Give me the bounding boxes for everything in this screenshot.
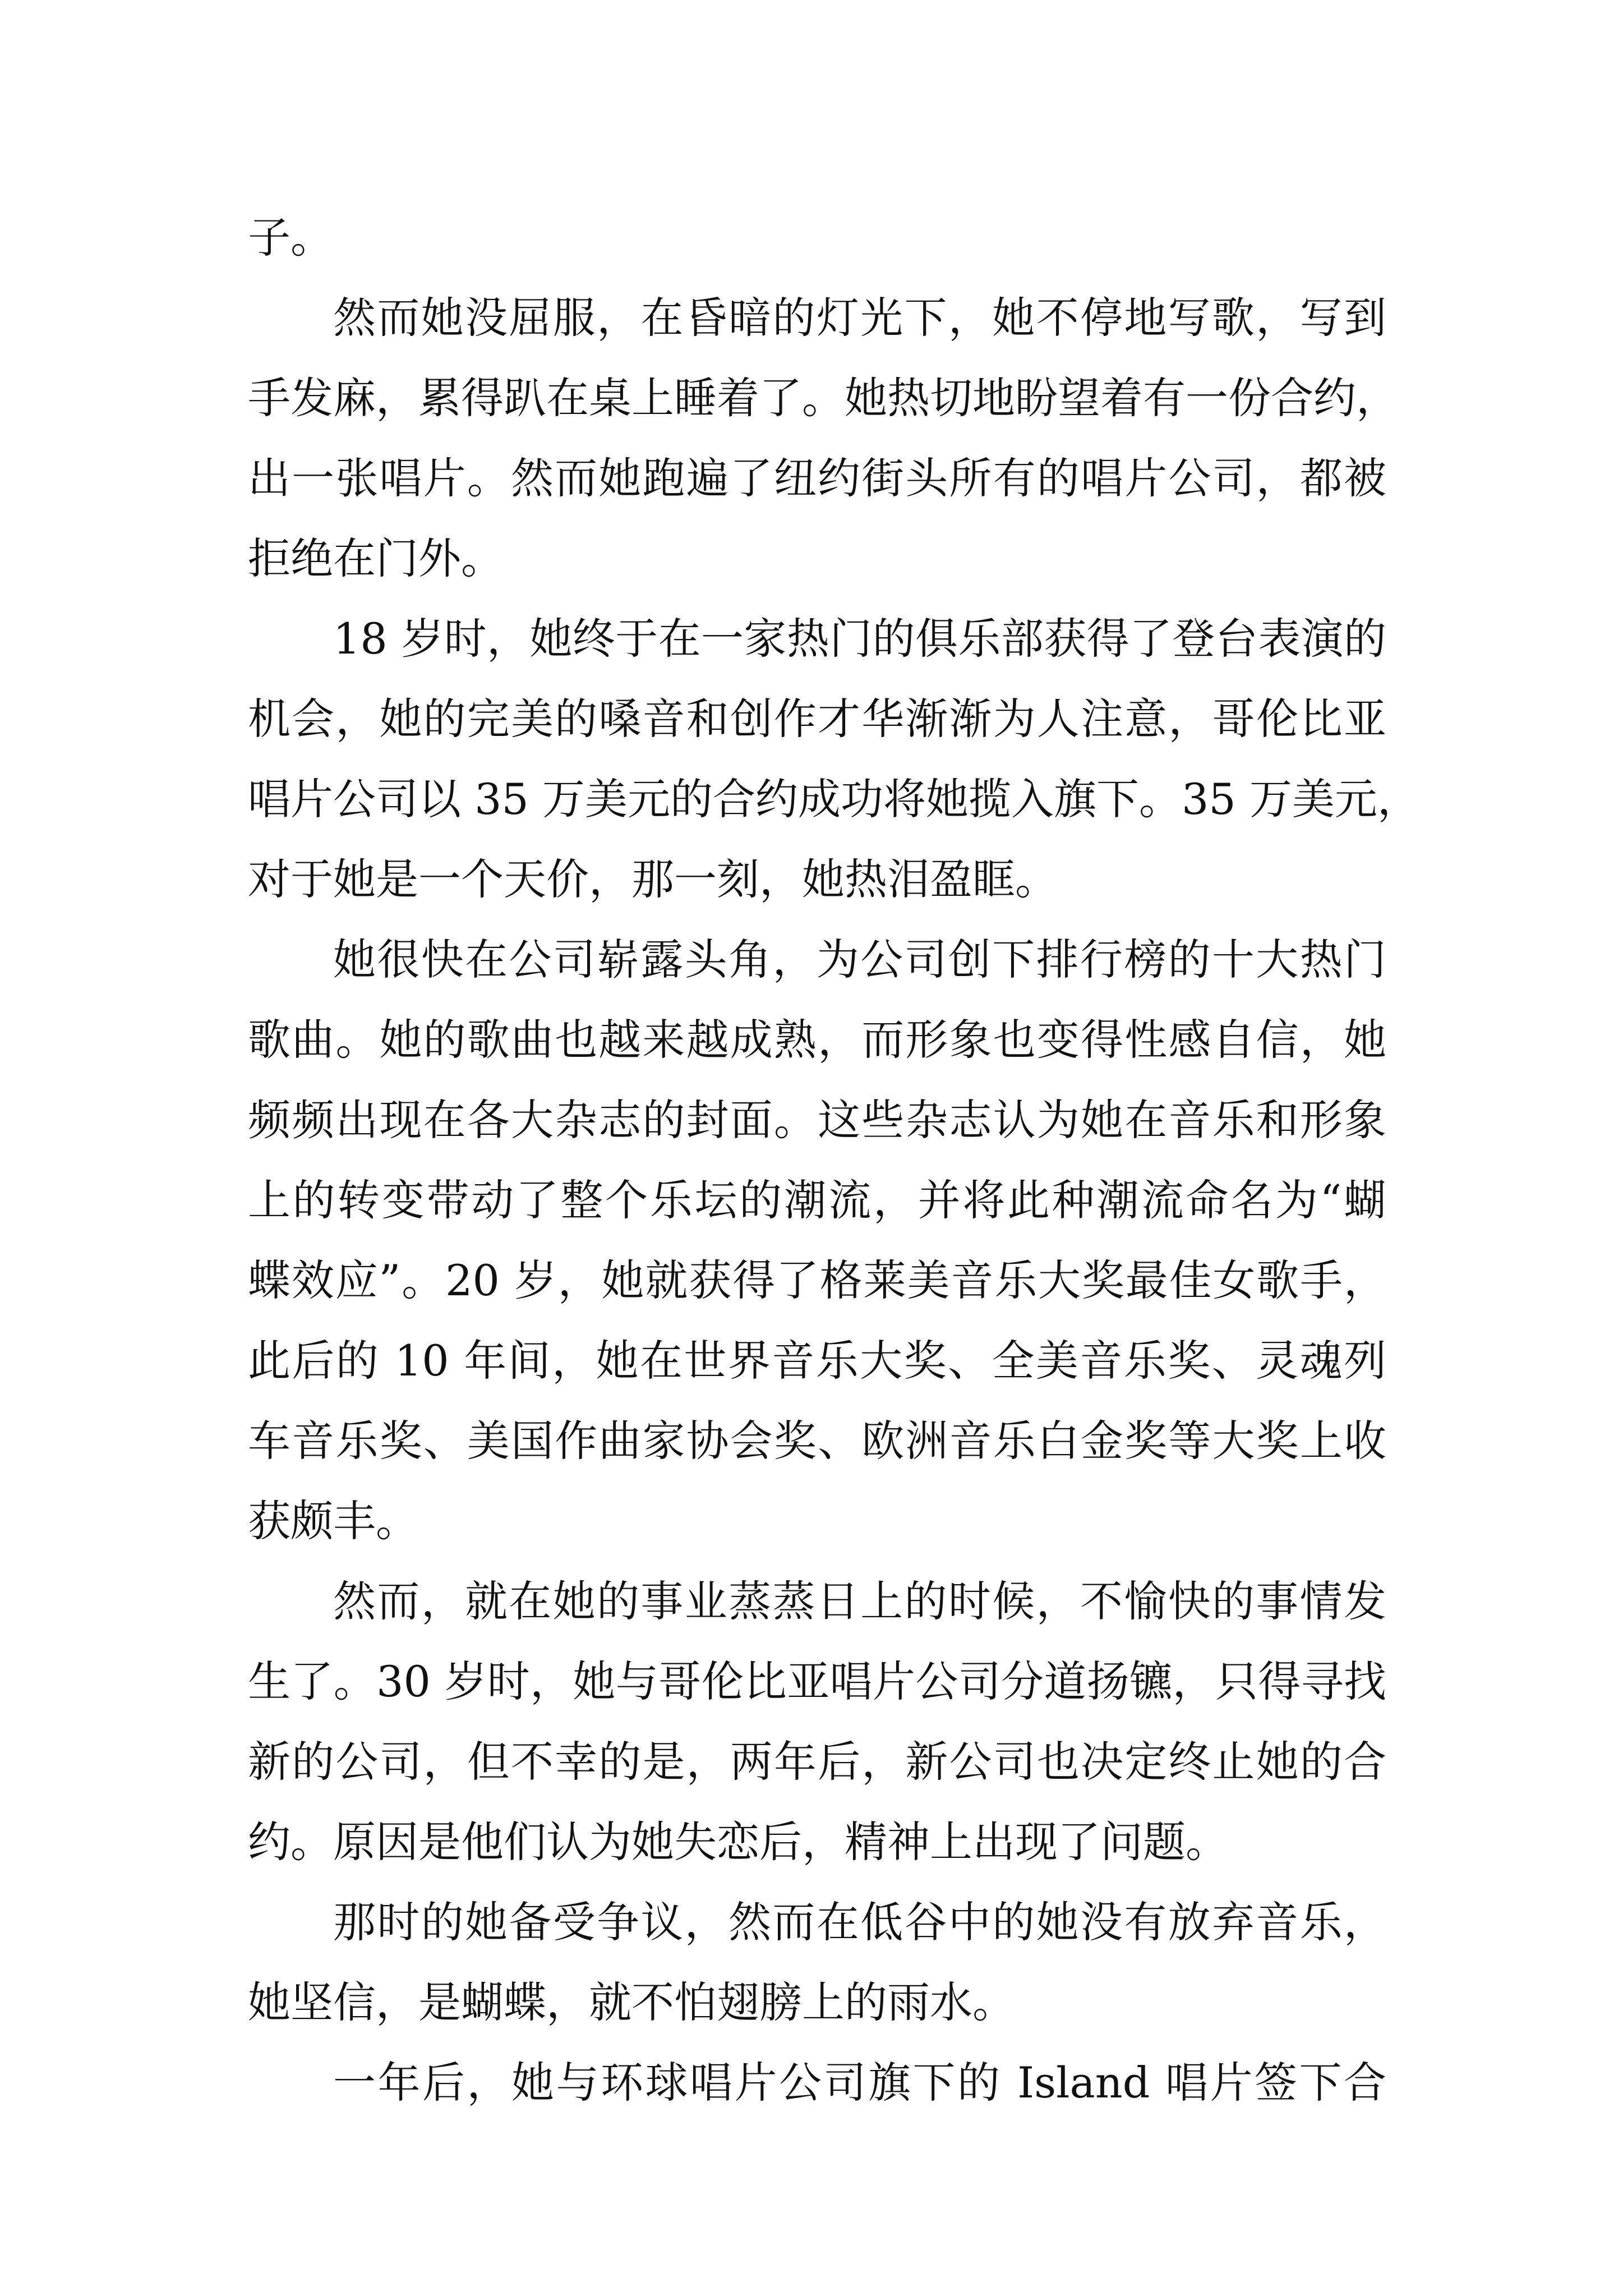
text-line: 上的转变带动了整个乐坛的潮流，并将此种潮流命名为“蝴	[248, 1175, 1386, 1225]
body-text	[248, 197, 1420, 2123]
text-line: 此后的 10 年间，她在世界音乐大奖、全美音乐奖、灵魂列	[248, 1336, 1386, 1386]
text-line: 蝶效应”。20 岁，她就获得了格莱美音乐大奖最佳女歌手，	[248, 1255, 1386, 1305]
text-line: 她坚信，是蝴蝶，就不怕翅膀上的雨水。	[248, 1977, 1015, 2027]
text-line: 那时的她备受争议，然而在低谷中的她没有放弃音乐，	[333, 1897, 1386, 1947]
text-line: 然而她没屈服，在昏暗的灯光下，她不停地写歌，写到	[333, 293, 1386, 343]
text-line: 然而，就在她的事业蒸蒸日上的时候，不愉快的事情发	[333, 1576, 1386, 1626]
text-line: 生了。30 岁时，她与哥伦比亚唱片公司分道扬镳，只得寻找	[248, 1657, 1386, 1706]
text-line: 一年后，她与环球唱片公司旗下的 Island 唱片签下合	[333, 2058, 1386, 2108]
text-line: 18 岁时，她终于在一家热门的俱乐部获得了登台表演的	[333, 614, 1386, 664]
text-line: 拒绝在门外。	[248, 533, 504, 583]
text-line: 频频出现在各大杂志的封面。这些杂志认为她在音乐和形象	[248, 1095, 1386, 1145]
text-line: 约。原因是他们认为她失恋后，精神上出现了问题。	[248, 1817, 1228, 1867]
text-line: 子。	[248, 213, 333, 263]
text-line: 出一张唱片。然而她跑遍了纽约街头所有的唱片公司，都被	[248, 453, 1386, 503]
text-line: 机会，她的完美的嗓音和创作才华渐渐为人注意，哥伦比亚	[248, 694, 1386, 744]
text-line: 新的公司，但不幸的是，两年后，新公司也决定终止她的合	[248, 1737, 1386, 1787]
text-line: 歌曲。她的歌曲也越来越成熟，而形象也变得性感自信，她	[248, 1015, 1386, 1065]
text-line: 对于她是一个天价，那一刻，她热泪盈眶。	[248, 854, 1058, 904]
text-line: 车音乐奖、美国作曲家协会奖、欧洲音乐白金奖等大奖上收	[248, 1416, 1386, 1466]
text-line: 唱片公司以 35 万美元的合约成功将她揽入旗下。35 万美元，	[248, 774, 1420, 824]
text-line: 她很快在公司崭露头角，为公司创下排行榜的十大热门	[333, 935, 1386, 984]
text-line: 手发麻，累得趴在桌上睡着了。她热切地盼望着有一份合约，	[248, 373, 1399, 423]
text-line: 获颇丰。	[248, 1496, 418, 1546]
